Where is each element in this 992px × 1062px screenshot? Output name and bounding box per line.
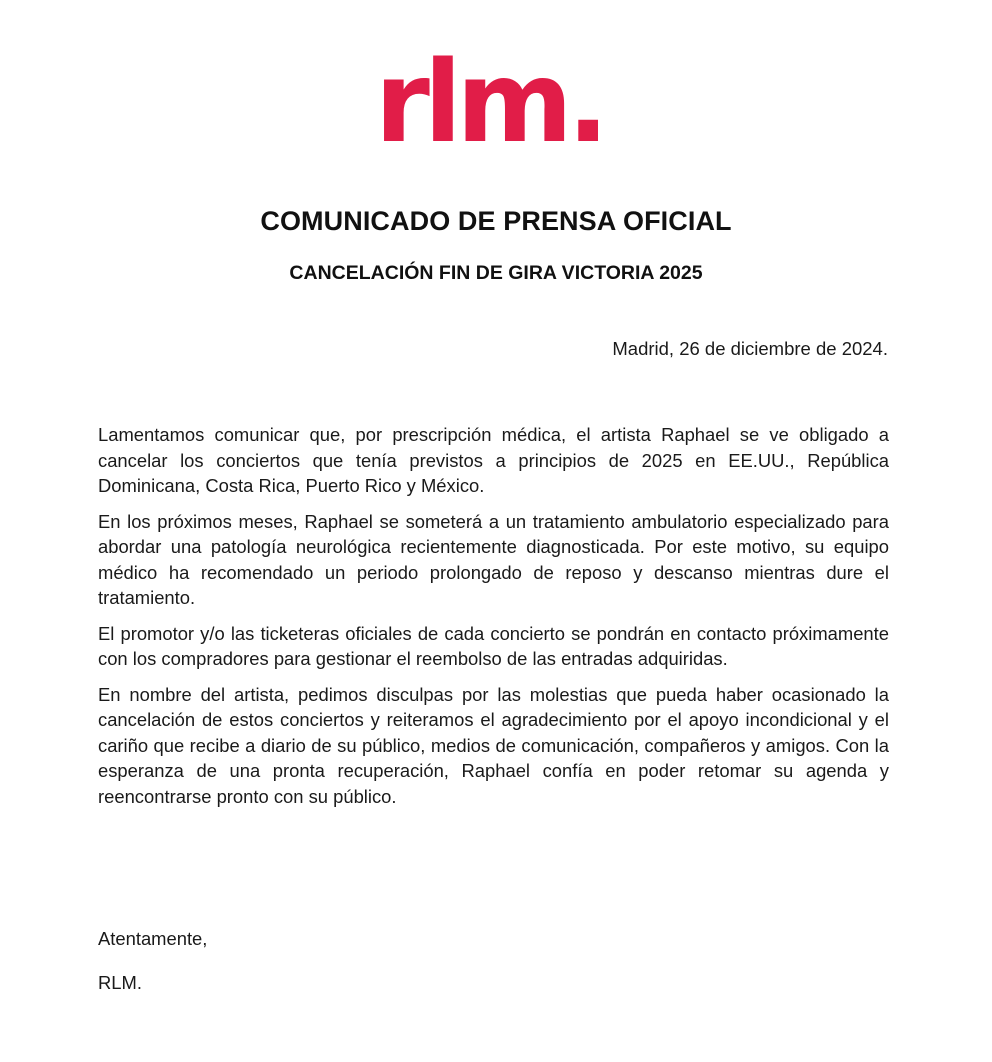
paragraph-refund: El promotor y/o las ticketeras oficiales de cada concierto se pondrán en contacto próximamente con los compradores para gestionar el reembolso de las entradas adquiridas. <box>98 622 889 669</box>
closing-salutation: Atentamente, <box>98 928 208 949</box>
date-line: Madrid, 26 de diciembre de 2024. <box>612 338 888 359</box>
document-subtitle: CANCELACIÓN FIN DE GIRA VICTORIA 2025 <box>289 262 703 284</box>
body-text <box>98 422 889 819</box>
paragraph-apology: En nombre del artista, pedimos disculpas por las molestias que pueda haber ocasionado la cancelación de estos conciertos y reiteramos el agradecimiento por el apoyo incondicional y el cariño que recibe a diario de su público, medios de comunicación, compañeros y amigos. Con la esperanza de una pronta recuperación, Raphael confía en poder retomar su agenda y reencontrarse pronto con su público. <box>98 683 889 807</box>
document-title: COMUNICADO DE PRENSA OFICIAL <box>260 206 732 236</box>
paragraph-cancellation: Lamentamos comunicar que, por prescripción médica, el artista Raphael se ve obligado a cancelar los conciertos que tenía previstos a principios de 2025 en EE.UU., República Dominicana, Costa Rica, Puerto Rico y México. <box>98 424 889 496</box>
rlm-logo <box>358 38 620 168</box>
logo-wordmark: rlm. <box>374 38 604 168</box>
signature: RLM. <box>98 972 142 993</box>
paragraph-treatment: En los próximos meses, Raphael se someterá a un tratamiento ambulatorio especializado para abordar una patología neurológica recientemente diagnosticada. Por este motivo, su equipo médico ha recomendado un periodo prolongado de reposo y descanso mientras dure el tratamiento. <box>98 510 889 608</box>
